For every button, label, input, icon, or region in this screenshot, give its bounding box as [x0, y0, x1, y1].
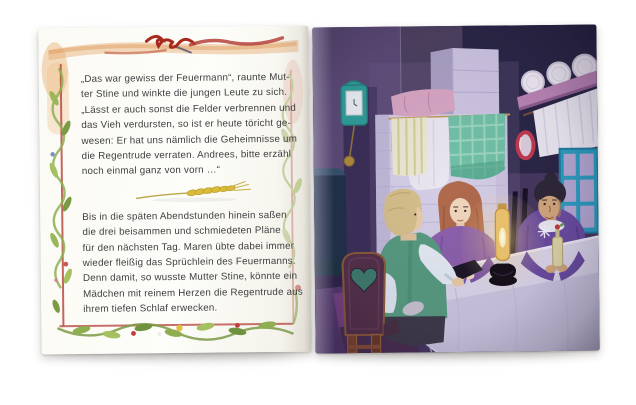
- story-line: noch einmal ganz von vorn …“: [81, 164, 221, 178]
- story-paragraph-1: [81, 70, 312, 180]
- story-line: Bis in die späten Abendstunden hinein saßen: [82, 209, 287, 223]
- story-line: die drei beisammen und schmiedeten Pläne: [82, 225, 281, 239]
- story-line: „Das war gewiss der Feuermann“, raunte Mut-: [80, 71, 290, 85]
- wheat-ear-divider: [134, 181, 254, 204]
- story-paragraph-2: [82, 207, 311, 317]
- story-line: ihrem tiefen Schlaf erwecken.: [83, 302, 218, 316]
- right-page: [312, 25, 599, 354]
- story-line: Mädchen mit reinem Herzen die Regentrude aus: [83, 286, 304, 300]
- story-text: [81, 70, 312, 318]
- left-vine-border: [47, 62, 75, 326]
- story-line: Denn damit, so wusste Mutter Stine, könnte ein: [82, 271, 298, 285]
- left-page: [38, 26, 311, 355]
- story-line: wieder fleißig das Sprüchlein des Feuermanns.: [82, 255, 296, 270]
- story-line: ter Stine und winkte die jungen Leute zu sich.: [80, 87, 288, 101]
- illustration: [312, 25, 599, 354]
- story-line: „Lässt er auch sonst die Felder verbrennen und: [81, 102, 297, 116]
- story-line: für den nächsten Tag. Maren übte dabei immer: [82, 240, 295, 254]
- story-line: die Regentrude verraten. Andrees, bitte erzähl: [81, 148, 292, 163]
- gutter-highlight: [312, 25, 599, 354]
- story-line: wesen: Er hat uns nämlich die Geheimnisse um: [81, 133, 298, 147]
- story-line: das Vieh verdursten, so ist er heute töricht ge-: [81, 118, 292, 132]
